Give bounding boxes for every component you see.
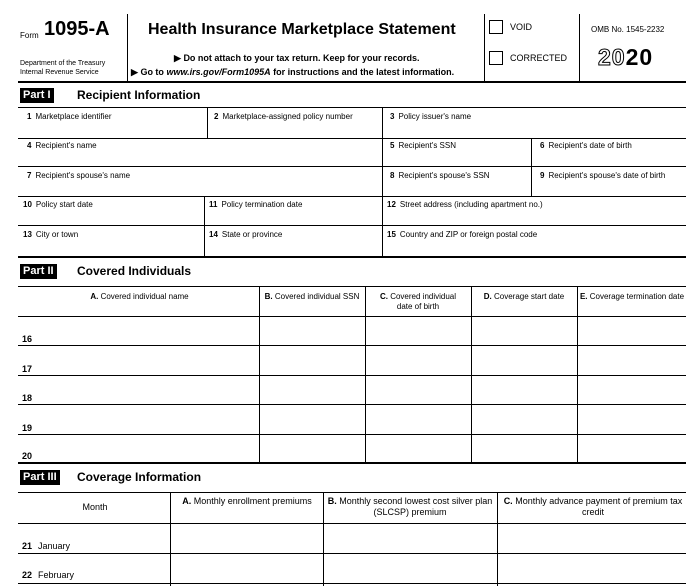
- instruction-line-2: [131, 67, 454, 78]
- field-3-label: 3 Policy issuer's name: [390, 112, 472, 121]
- field-11-label: 11 Policy termination date: [209, 200, 303, 209]
- part-1-rule-2: [18, 166, 686, 167]
- col-e-header: E. Coverage termination date: [579, 292, 685, 301]
- field-15-label: 15 Country and ZIP or foreign postal code: [387, 230, 538, 239]
- header-divider-left: [127, 14, 128, 81]
- part-2-rule-19: [18, 434, 686, 435]
- part-3-rule-21: [18, 553, 686, 554]
- row-16-number: 16: [22, 334, 33, 344]
- part-1-rule-bottom: [18, 256, 686, 258]
- part-1-vrule-d: [204, 196, 205, 256]
- col-b-header: B. Covered individual SSN: [264, 292, 360, 301]
- part-2-vrule-d: [471, 286, 472, 462]
- arrow-icon: ▶: [174, 53, 181, 63]
- field-4-label: 4 Recipient's name: [27, 141, 97, 150]
- part-3-badge: Part III: [20, 470, 60, 485]
- field-14-label: 14 State or province: [209, 230, 283, 239]
- part-2-rule-16: [18, 345, 686, 346]
- field-12-label: 12 Street address (including apartment no.): [387, 200, 543, 209]
- part-1-vrule-b: [382, 107, 383, 256]
- month-row-21: 21 January: [22, 541, 71, 551]
- row-19-number: 19: [22, 423, 33, 433]
- col-d-header: D. Coverage start date: [483, 292, 565, 301]
- instruction-text-1: Do not attach to your tax return. Keep for your records.: [183, 53, 420, 63]
- arrow-icon: ▶: [131, 67, 138, 77]
- field-2-label: 2 Marketplace-assigned policy number: [214, 112, 353, 121]
- part-1-rule-4: [18, 225, 686, 226]
- part-2-vrule-e: [577, 286, 578, 462]
- void-label: VOID: [510, 22, 533, 32]
- instruction-text-2-pre: Go to: [140, 67, 167, 77]
- field-13-label: 13 City or town: [23, 230, 79, 239]
- corrected-label: CORRECTED: [510, 53, 568, 63]
- part-2-rule-top: [18, 286, 686, 287]
- corrected-checkbox[interactable]: [489, 51, 503, 65]
- instruction-url[interactable]: www.irs.gov/Form1095A: [166, 67, 271, 77]
- part-2-title: Covered Individuals: [77, 264, 192, 278]
- col-3c-header: C. Monthly advance payment of premium tax credit: [503, 496, 683, 517]
- part-1-rule-1: [18, 138, 686, 139]
- part-2-rule-18: [18, 404, 686, 405]
- tax-year-prefix: 20: [598, 44, 626, 70]
- omb-number: OMB No. 1545-2232: [591, 25, 665, 34]
- part-2-badge: Part II: [20, 264, 57, 279]
- part-1-rule-3: [18, 196, 686, 197]
- col-3b-header: B. Monthly second lowest cost silver plan (SLCSP) premium: [327, 496, 493, 517]
- part-1-vrule-a: [207, 107, 208, 138]
- header-bottom-rule: [18, 81, 686, 83]
- part-1-title: Recipient Information: [77, 88, 201, 102]
- header-divider-right: [579, 14, 580, 81]
- part-2-rule-bottom: [18, 462, 686, 464]
- form-title: Health Insurance Marketplace Statement: [148, 21, 456, 38]
- row-18-number: 18: [22, 393, 33, 403]
- part-3-rule-22: [18, 583, 686, 584]
- tax-year-suffix: 20: [625, 44, 654, 70]
- tax-year: [598, 44, 653, 71]
- field-7-label: 7 Recipient's spouse's name: [27, 171, 131, 180]
- form-word: Form: [20, 31, 39, 40]
- part-2-rule-17: [18, 375, 686, 376]
- field-10-label: 10 Policy start date: [23, 200, 93, 209]
- part-2-vrule-b: [259, 286, 260, 462]
- instruction-line-1: [174, 53, 419, 64]
- part-3-vrule-a: [170, 492, 171, 586]
- part-1-vrule-c: [531, 138, 532, 196]
- part-3-title: Coverage Information: [77, 470, 202, 484]
- header-divider-mid: [484, 14, 485, 81]
- part-1-rule-top: [18, 107, 686, 108]
- field-8-label: 8 Recipient's spouse's SSN: [390, 171, 490, 180]
- row-20-number: 20: [22, 451, 33, 461]
- part-2-vrule-c: [365, 286, 366, 462]
- field-5-label: 5 Recipient's SSN: [390, 141, 457, 150]
- row-17-number: 17: [22, 364, 33, 374]
- col-a-header: A. Covered individual name: [90, 292, 189, 301]
- agency-line-1: Department of the Treasury: [20, 60, 106, 67]
- part-3-vrule-c: [497, 492, 498, 586]
- agency-line-2: Internal Revenue Service: [20, 69, 99, 76]
- instruction-text-2-post: for instructions and the latest information.: [270, 67, 455, 77]
- col-3a-header: A. Monthly enrollment premiums: [182, 496, 312, 506]
- field-1-label: 1 Marketplace identifier: [27, 112, 112, 121]
- col-c-header: C. Covered individual date of birth: [379, 292, 457, 311]
- void-checkbox[interactable]: [489, 20, 503, 34]
- part-3-rule-top: [18, 492, 686, 493]
- part-2-rule-header: [18, 316, 686, 317]
- part-1-badge: Part I: [20, 88, 54, 103]
- field-9-label: 9 Recipient's spouse's date of birth: [540, 171, 666, 180]
- field-6-label: 6 Recipient's date of birth: [540, 141, 632, 150]
- part-3-vrule-b: [323, 492, 324, 586]
- form-number: 1095-A: [44, 18, 110, 40]
- part-3-rule-header: [18, 523, 686, 524]
- month-row-22: 22 February: [22, 570, 75, 580]
- col-month-header: Month: [82, 502, 108, 512]
